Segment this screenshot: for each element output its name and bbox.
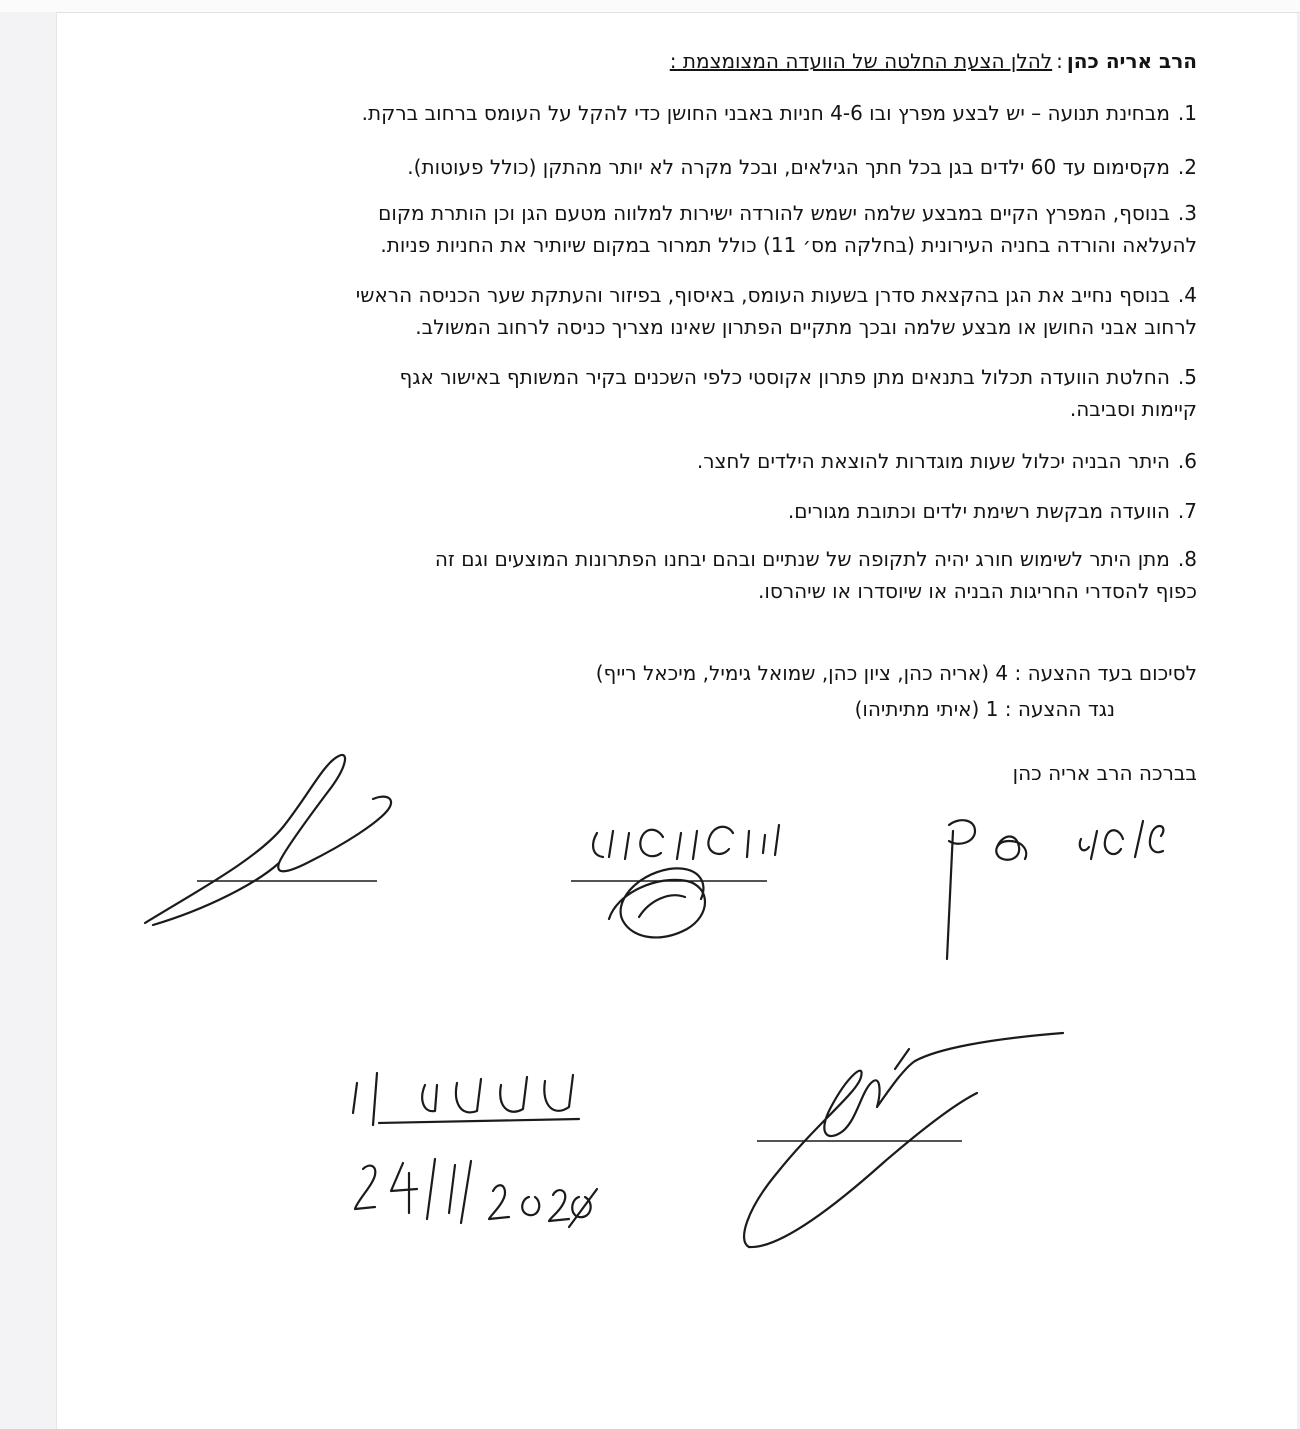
item-text: בנוסף, המפרץ הקיים במבצע שלמה ישמש להורדה ישירות למלווה מטעם הגן וכן הותרת מקום	[378, 201, 1170, 225]
document-heading	[670, 45, 1197, 77]
vote-summary-for: לסיכום בעד ההצעה : 4 (אריה כהן, ציון כהן, שמואל גימיל, מיכאל רייף)	[595, 661, 1197, 685]
list-item	[407, 151, 1197, 183]
item-number: 5.	[1177, 365, 1197, 389]
list-item	[356, 279, 1197, 343]
signature-shmuel-gimel	[353, 1073, 597, 1227]
signature-member-right	[744, 1033, 1063, 1247]
item-text: היתר הבניה יכלול שעות מוגדרות להוצאת הילדים לחצר.	[696, 449, 1170, 473]
item-text: מבחינת תנועה – יש לבצע מפרץ ובו 4-6 חניות באבני החושן כדי להקל על העומס ברחוב ברקת.	[361, 101, 1170, 125]
list-item	[435, 543, 1197, 607]
item-text: הוועדה מבקשת רשימת ילדים וכתובת מגורים.	[787, 499, 1170, 523]
speaker-name: הרב אריה כהן	[1066, 49, 1197, 73]
item-text-continued: להעלאה והורדה בחניה העירונית (בחלקה מס׳ 11) כולל תמרור במקום שיותיר את החניות פניות.	[380, 233, 1197, 257]
viewer-top-bar	[0, 0, 1300, 13]
heading-intro: להלן הצעת החלטה של הוועדה המצומצמת :	[669, 49, 1053, 73]
item-text-continued: כפוף להסדרי החריגות הבניה או שיוסדרו או שיהרסו.	[758, 579, 1197, 603]
closing-line: בברכה הרב אריה כהן	[1012, 761, 1197, 785]
item-text: בנוסף נחייב את הגן בהקצאת סדרן בשעות העומס, באיסוף, בפיזור והעתקת שער הכניסה הראשי	[355, 283, 1170, 307]
item-number: 3.	[1177, 201, 1197, 225]
item-text-continued: לרחוב אבני החושן או מבצע שלמה ובכך מתקיים הפתרון שאינו מצריך כניסה לרחוב המשולב.	[415, 315, 1197, 339]
item-text: מקסימום עד 60 ילדים בגן בכל חתך הגילאים, ובכל מקרה לא יותר מהתקן (כולל פעוטות).	[407, 155, 1170, 179]
item-text-continued: קיימות וסביבה.	[1069, 397, 1197, 421]
item-text: מתן היתר לשימוש חורג יהיה לתקופה של שנתיים ובהם יבחנו הפתרונות המוצעים וגם זה	[434, 547, 1170, 571]
item-number: 2.	[1177, 155, 1197, 179]
list-item	[362, 97, 1197, 129]
list-item	[788, 495, 1197, 527]
item-text: החלטת הוועדה תכלול בתנאים מתן פתרון אקוסטי כלפי השכנים בקיר המשותף באישור אגף	[399, 365, 1170, 389]
item-number: 7.	[1177, 499, 1197, 523]
heading-separator: :	[1056, 49, 1063, 73]
document-page	[56, 13, 1297, 1429]
item-number: 1.	[1177, 101, 1197, 125]
viewer-left-gutter	[0, 12, 56, 1429]
item-number: 6.	[1177, 449, 1197, 473]
signature-member-left	[145, 755, 391, 925]
list-item	[399, 361, 1197, 425]
list-item	[378, 197, 1197, 261]
item-number: 4.	[1177, 283, 1197, 307]
signature-itai-matityahu	[571, 825, 779, 937]
list-item	[697, 445, 1197, 477]
item-number: 8.	[1177, 547, 1197, 571]
signature-aryeh-cohen	[947, 820, 1163, 959]
vote-summary-against: נגד ההצעה : 1 (איתי מתיתיהו)	[854, 697, 1115, 721]
